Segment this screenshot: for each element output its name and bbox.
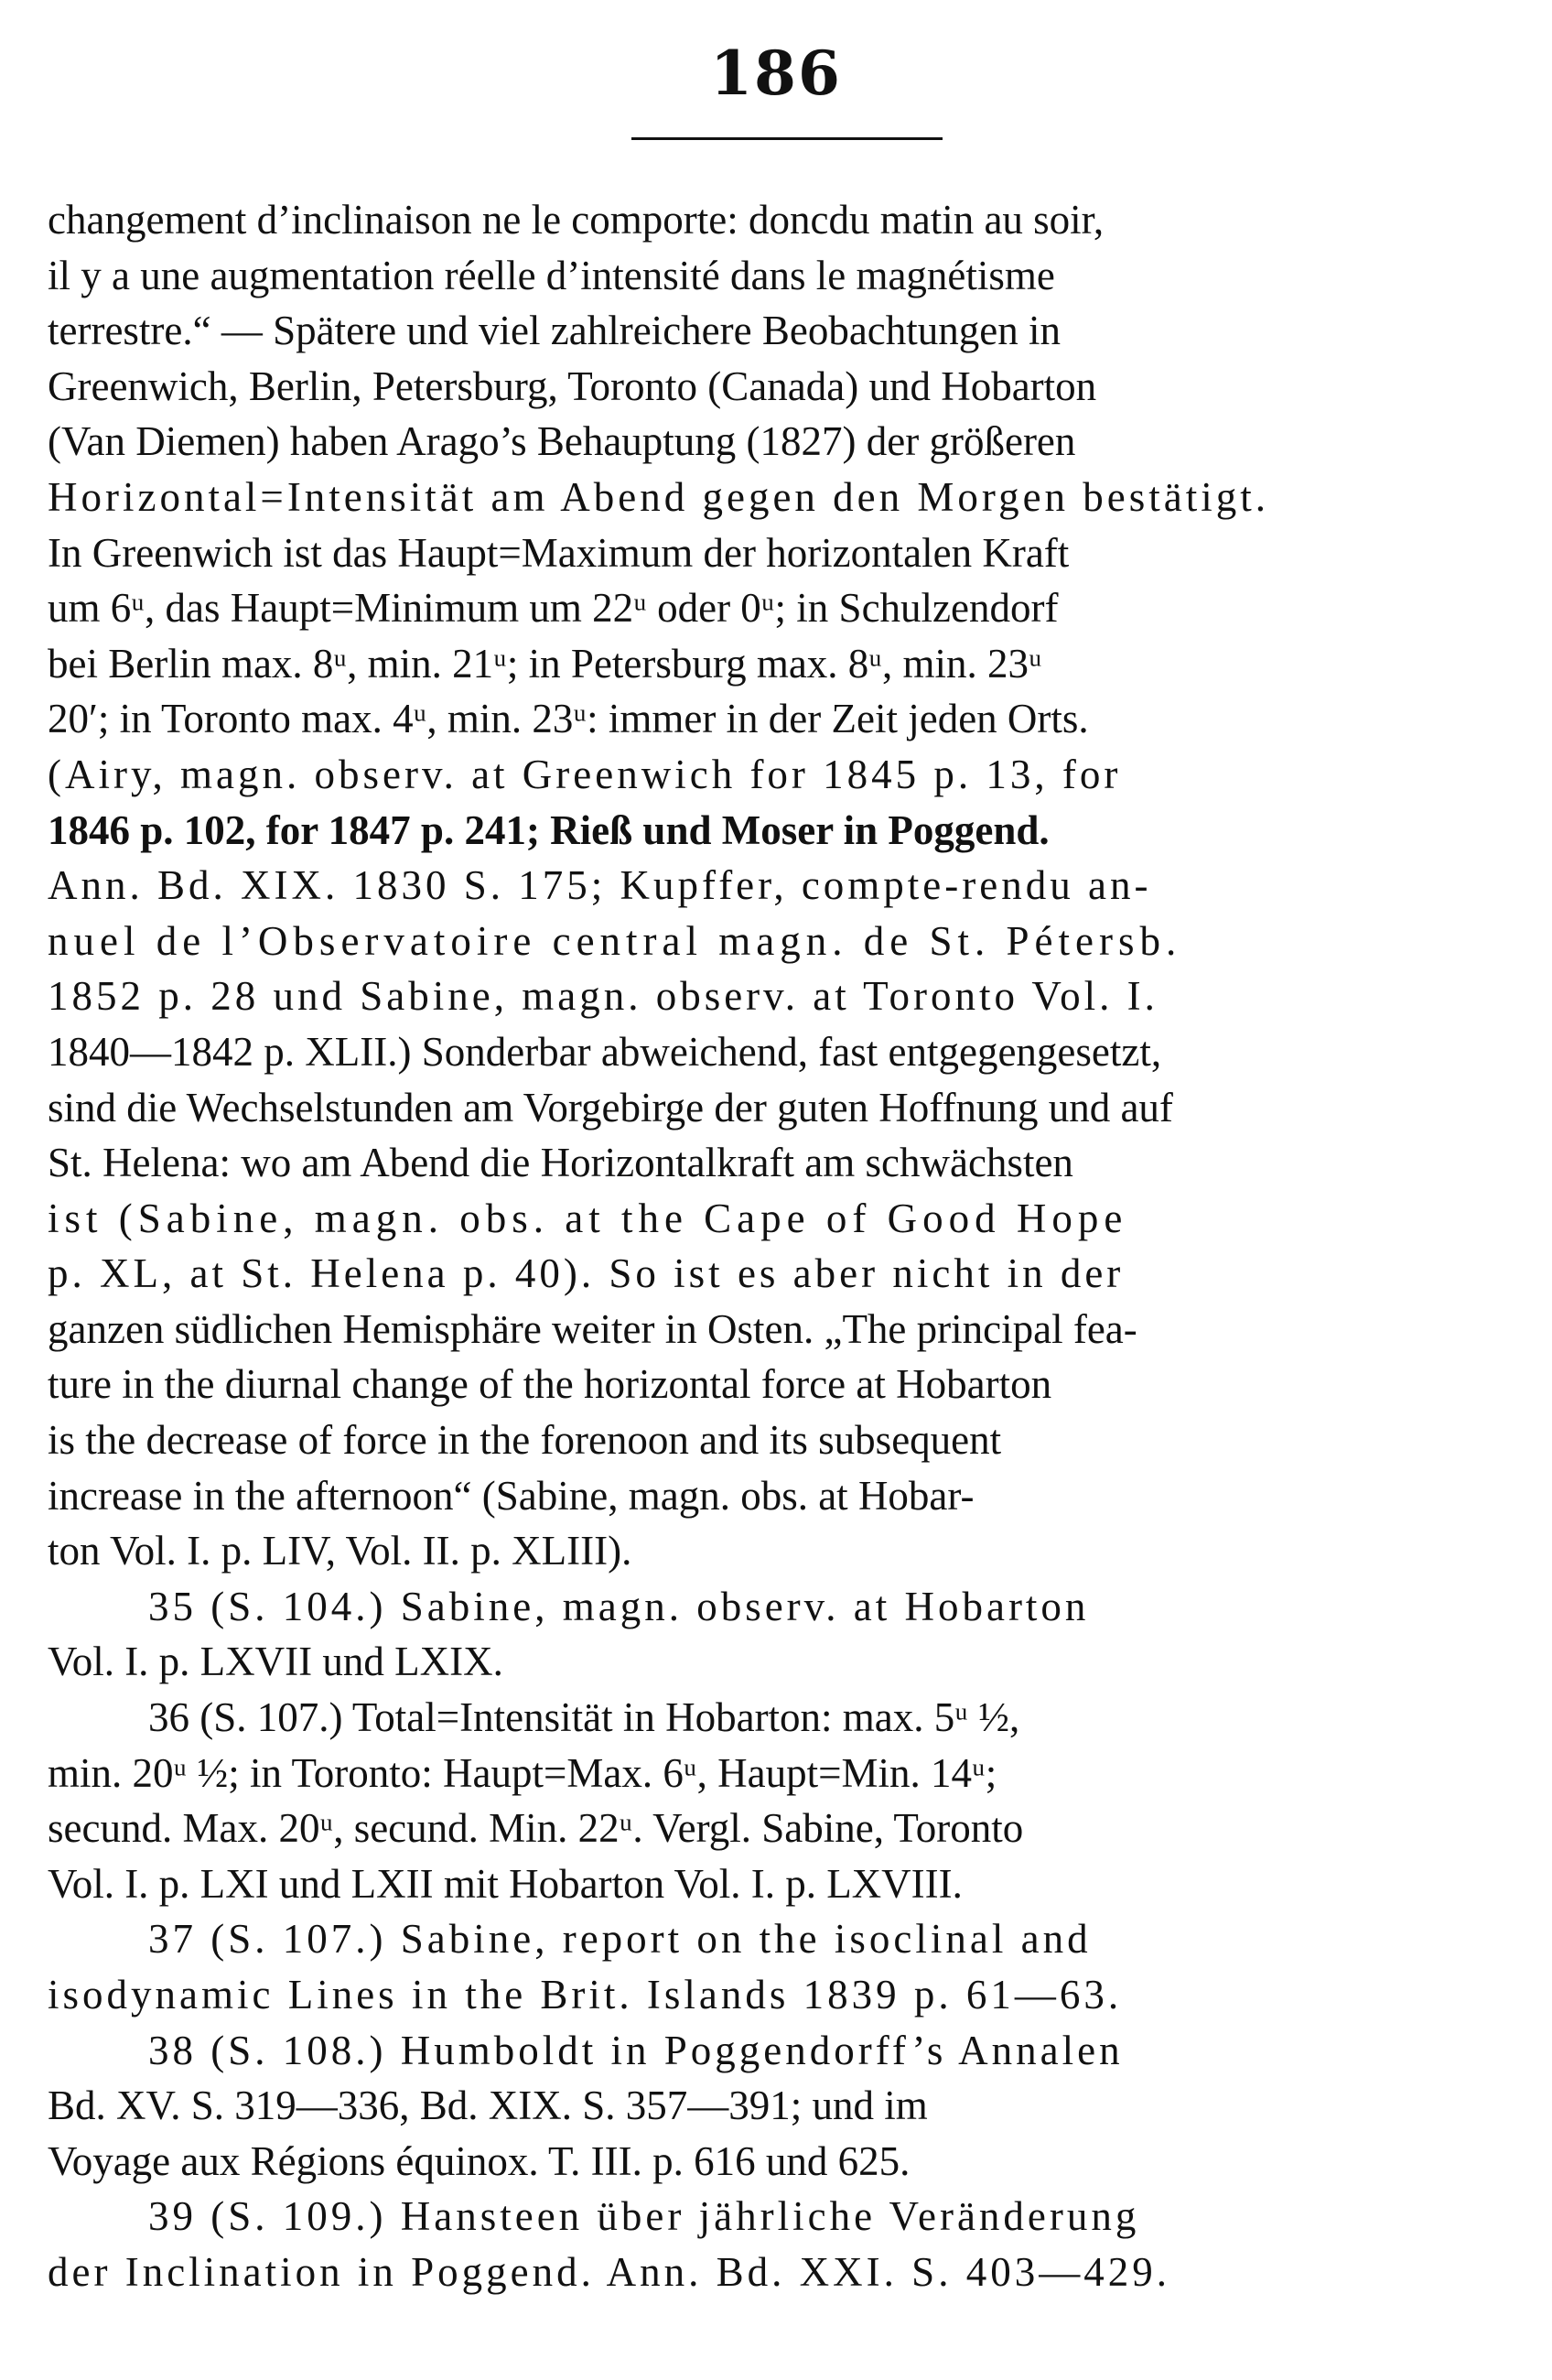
text-line: Greenwich, Berlin, Petersburg, Toronto (Canada) und Hobarton (48, 362, 1097, 409)
footnote-36: 36 (S. 107.) Total=Intensität in Hobarton: max. 5ᵘ ½, (148, 1694, 1020, 1741)
text-line: Vol. I. p. LXVII und LXIX. (48, 1639, 503, 1685)
text-line: il y a une augmentation réelle d’intensité dans le magnétisme (48, 252, 1055, 298)
text-line: bei Berlin max. 8ᵘ, min. 21ᵘ; in Petersburg max. 8ᵘ, min. 23ᵘ (48, 640, 1042, 687)
text-line: der Inclination in Poggend. Ann. Bd. XXI. S. 403—429. (48, 2248, 1170, 2295)
footnote-38: 38 (S. 108.) Humboldt in Poggendorff’s Annalen (148, 2027, 1124, 2073)
text-line: (Airy, magn. observ. at Greenwich for 1845 p. 13, for (48, 751, 1122, 797)
text-line: 20′; in Toronto max. 4ᵘ, min. 23ᵘ: immer in der Zeit jeden Orts. (48, 696, 1089, 742)
text-line: Horizontal=Intensität am Abend gegen den Morgen bestätigt. (48, 473, 1270, 520)
text-line: 1840—1842 p. XLII.) Sonderbar abweichend, fast entgegengesetzt, (48, 1028, 1162, 1075)
text-line: ton Vol. I. p. LIV, Vol. II. p. XLIII). (48, 1528, 632, 1574)
text-line: Vol. I. p. LXI und LXII mit Hobarton Vol. I. p. LXVIII. (48, 1860, 963, 1907)
text-line: Ann. Bd. XIX. 1830 S. 175; Kupffer, compte-rendu an- (48, 862, 1152, 909)
text-line: Bd. XV. S. 319—336, Bd. XIX. S. 357—391; und im (48, 2082, 928, 2129)
text-line: (Van Diemen) haben Arago’s Behauptung (1827) der größeren (48, 418, 1076, 465)
text-line: secund. Max. 20ᵘ, secund. Min. 22ᵘ. Vergl. Sabine, Toronto (48, 1805, 1024, 1852)
text-line: Voyage aux Régions équinox. T. III. p. 616 und 625. (48, 2137, 911, 2184)
text-line: St. Helena: wo am Abend die Horizontalkraft am schwächsten (48, 1140, 1073, 1186)
text-line: 1852 p. 28 und Sabine, magn. observ. at Toronto Vol. I. (48, 973, 1159, 1020)
footnote-39: 39 (S. 109.) Hansteen über jährliche Veränderung (148, 2193, 1140, 2240)
body-text (48, 192, 1503, 2300)
text-line: ist (Sabine, magn. obs. at the Cape of Good Hope (48, 1195, 1128, 1241)
text-line: In Greenwich ist das Haupt=Maximum der horizontalen Kraft (48, 529, 1070, 576)
text-line: min. 20ᵘ ½; in Toronto: Haupt=Max. 6ᵘ, Haupt=Min. 14ᵘ; (48, 1749, 997, 1796)
text-line: changement d’inclinaison ne le comporte: doncdu matin au soir, (48, 197, 1105, 243)
text-line: um 6ᵘ, das Haupt=Minimum um 22ᵘ oder 0ᵘ; in Schulzendorf (48, 585, 1059, 632)
footnote-35: 35 (S. 104.) Sabine, magn. observ. at Hobarton (148, 1583, 1090, 1629)
text-line: terrestre.“ — Spätere und viel zahlreichere Beobachtungen in (48, 308, 1062, 354)
text-line: ture in the diurnal change of the horizontal force at Hobarton (48, 1361, 1052, 1408)
text-line: increase in the afternoon“ (Sabine, magn. obs. at Hobar- (48, 1472, 975, 1519)
text-line: nuel de l’Observatoire central magn. de St. Pétersb. (48, 917, 1182, 964)
text-line: 1846 p. 102, for 1847 p. 241; Rieß und Moser in Poggend. (48, 806, 1050, 853)
text-line: p. XL, at St. Helena p. 40). So ist es aber nicht in der (48, 1250, 1125, 1297)
text-line: ganzen südlichen Hemisphäre weiter in Osten. „The principal fea- (48, 1305, 1137, 1352)
text-line: is the decrease of force in the forenoon and its subsequent (48, 1417, 1002, 1464)
text-line: isodynamic Lines in the Brit. Islands 1839 p. 61—63. (48, 1972, 1123, 2018)
text-line: sind die Wechselstunden am Vorgebirge der guten Hoffnung und auf (48, 1084, 1173, 1130)
header-rule (631, 137, 943, 140)
footnote-37: 37 (S. 107.) Sabine, report on the isoclinal and (148, 1916, 1092, 1963)
page-number: 186 (710, 38, 842, 109)
